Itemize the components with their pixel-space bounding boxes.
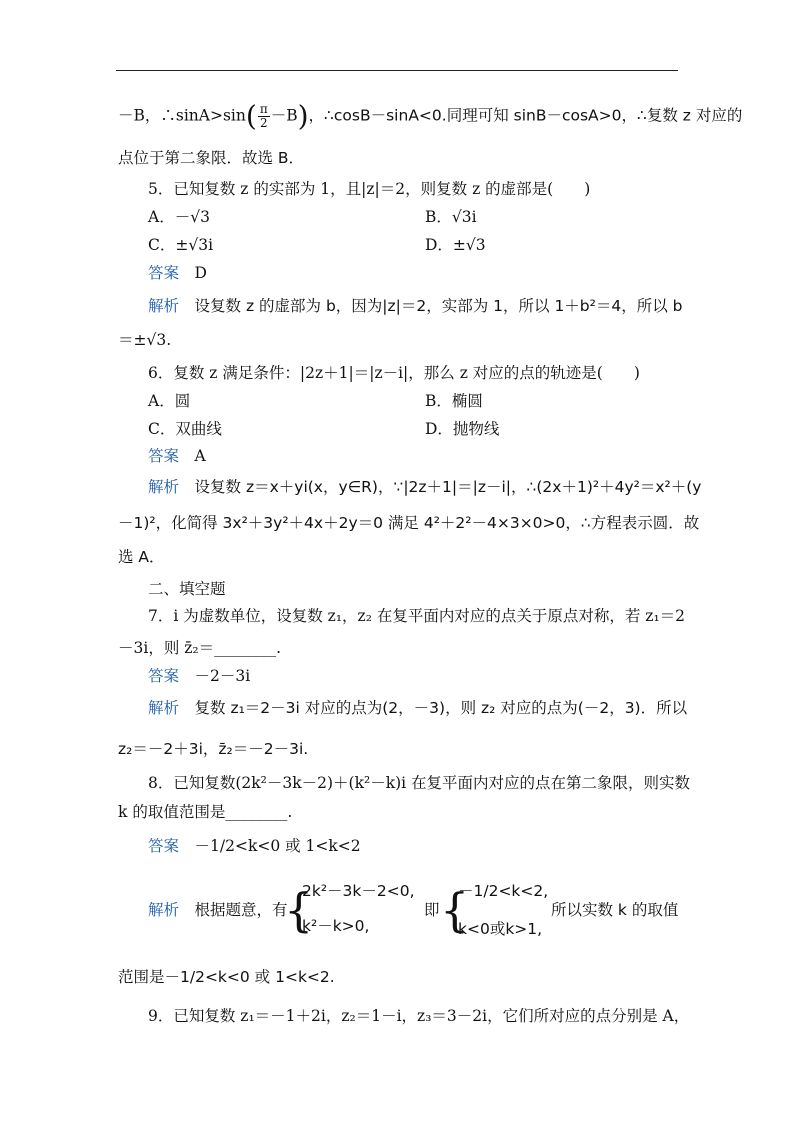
q5-option-d: D．±√3 [425, 236, 486, 254]
section-heading-fill-in: 二、填空题 [148, 580, 226, 598]
question-8-cont: k 的取值范围是________. [118, 803, 293, 821]
system-2-row-1: －1/2<k<2, [458, 882, 549, 900]
question-5: 5．已知复数 z 的实部为 1，且|z|＝2，则复数 z 的虚部是( ) [148, 180, 591, 198]
q5-analysis: 解析 设复数 z 的虚部为 b，因为|z|＝2，实部为 1，所以 1＋b²＝4，所以 b [148, 297, 683, 315]
q8-answer: 答案 －1/2<k<0 或 1<k<2 [148, 837, 361, 855]
fraction-pi-over-2: $\frac{\pi}{2}$ [259, 102, 268, 130]
system-1-row-2: k²－k>0, [302, 917, 370, 935]
q6-analysis-cont-2: 选 A． [118, 548, 165, 566]
q6-option-c: C．双曲线 [148, 420, 222, 438]
question-7: 7．i 为虚数单位，设复数 z₁，z₂ 在复平面内对应的点关于原点对称，若 z₁＝2 [148, 607, 686, 625]
q8-analysis-ji: 即 [424, 901, 440, 919]
q7-analysis: 解析 复数 z₁＝2－3i 对应的点为(2，－3)，则 z₂ 对应的点为(－2，3)．所以 [148, 699, 688, 717]
system-2-row-2: k<0或k>1, [458, 920, 543, 938]
answer-label: 答案 [148, 264, 180, 282]
q8-analysis-cont: 范围是－1/2<k<0 或 1<k<2. [118, 968, 335, 986]
question-6: 6．复数 z 满足条件：|2z＋1|＝|z－i|，那么 z 对应的点的轨迹是( ) [148, 364, 640, 382]
q6-analysis: 解析 设复数 z＝x＋yi(x，y∈R)，∵|2z＋1|＝|z－i|，∴(2x＋1)²＋4y²＝x²＋(y [148, 478, 702, 496]
q5-analysis-cont: ＝±√3. [118, 331, 172, 349]
q8-analysis-tail: 所以实数 k 的取值 [551, 901, 679, 919]
q6-answer: 答案 A [148, 447, 206, 465]
header-rule [116, 70, 678, 71]
brace-system-1: { [284, 883, 314, 937]
q5-answer: 答案 D [148, 264, 207, 282]
q6-option-b: B．椭圆 [425, 392, 483, 410]
question-7-cont: －3i，则 z̄₂＝________. [118, 639, 282, 657]
q8-analysis: 解析 根据题意，有 [148, 901, 288, 919]
q5-option-c: C．±√3i [148, 236, 214, 254]
q5-option-a: A．－√3 [148, 208, 210, 226]
text-line-2: 点位于第二象限．故选 B． [118, 149, 305, 167]
q6-option-a: A．圆 [148, 392, 191, 410]
q7-analysis-cont: z₂＝－2＋3i，z̄₂＝－2－3i. [118, 740, 309, 758]
q7-answer: 答案 －2－3i [148, 667, 251, 685]
analysis-label: 解析 [148, 297, 180, 315]
q6-analysis-cont-1: －1)²，化简得 3x²＋3y²＋4x＋2y＝0 满足 4²＋2²－4×3×0>0，∴方程表示圆．故 [118, 514, 700, 532]
question-8: 8．已知复数(2k²－3k－2)＋(k²－k)i 在复平面内对应的点在第二象限，则实数 [148, 774, 691, 792]
brace-system-2: { [440, 883, 470, 937]
q6-option-d: D．抛物线 [425, 420, 500, 438]
system-1-row-1: 2k²－3k－2<0, [302, 882, 415, 900]
text-line-1: －B，∴sinA>sin( $\frac{\pi}{2}$ －B)，∴cosB－sinA<0.同理可知 sinB－cosA>0，∴复数 z 对应的 [118, 99, 743, 133]
question-9: 9．已知复数 z₁＝－1＋2i，z₂＝1－i，z₃＝3－2i，它们所对应的点分别是 A， [148, 1007, 690, 1025]
q5-option-b: B．√3i [425, 208, 477, 226]
